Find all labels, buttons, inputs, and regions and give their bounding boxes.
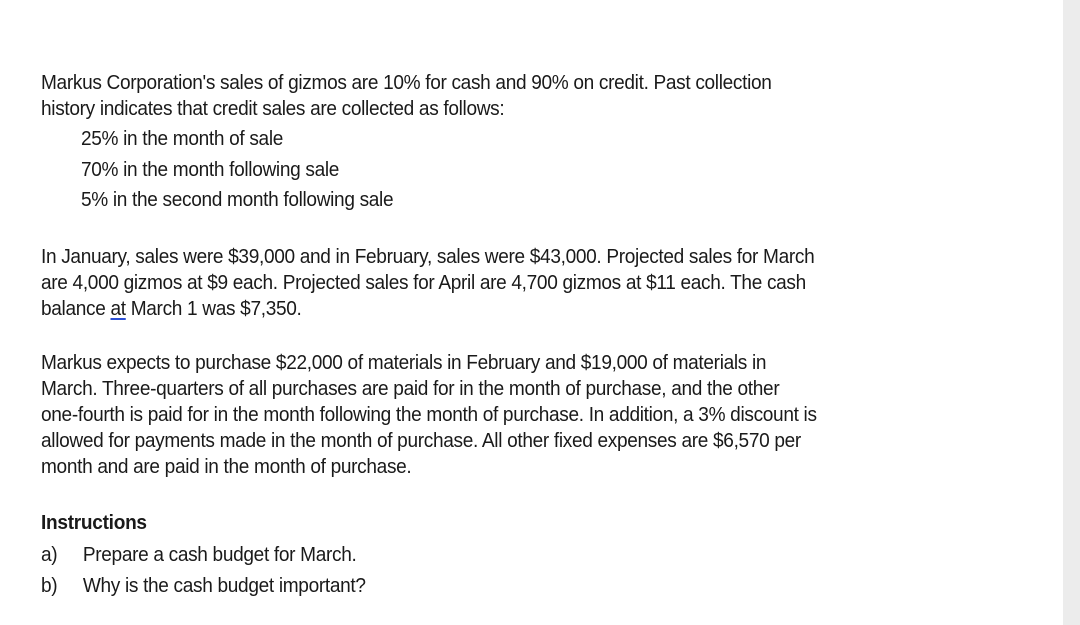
instructions-section: [41, 510, 1001, 601]
sales-line: [41, 296, 999, 322]
list-marker: b): [41, 573, 58, 597]
collection-paragraph: [41, 70, 1001, 216]
purchases-line: month and are paid in the month of purchase.: [41, 454, 412, 478]
instructions-list: [41, 539, 934, 601]
purchases-line: March. Three-quarters of all purchases are paid for in the month of purchase, and the other: [41, 376, 780, 400]
scrollbar-track[interactable]: [1063, 0, 1080, 625]
sales-line-text: balance: [41, 296, 111, 320]
purchases-line: Markus expects to purchase $22,000 of materials in February and $19,000 of materials in: [41, 350, 767, 374]
purchases-line: one-fourth is paid for in the month following the month of purchase. In addition, a 3% discount is: [41, 402, 817, 426]
purchases-line: allowed for payments made in the month of purchase. All other fixed expenses are $6,570 per: [41, 428, 801, 452]
sales-line: In January, sales were $39,000 and in February, sales were $43,000. Projected sales for March: [41, 244, 815, 268]
collection-schedule-list: [41, 124, 934, 216]
purchases-paragraph: [41, 350, 1001, 480]
instruction-text: Why is the cash budget important?: [82, 573, 366, 597]
list-item: 25% in the month of sale: [80, 127, 284, 150]
problem-text: [41, 70, 1001, 601]
instruction-text: Prepare a cash budget for March.: [82, 542, 357, 566]
underlined-word-link[interactable]: at: [110, 296, 126, 320]
list-item: [41, 570, 934, 601]
sales-paragraph: [41, 244, 1001, 322]
intro-line: history indicates that credit sales are collected as follows:: [41, 97, 505, 120]
list-marker: a): [41, 542, 58, 566]
intro-line: Markus Corporation's sales of gizmos are 10% for cash and 90% on credit. Past collection: [41, 71, 772, 94]
list-item: [41, 539, 934, 570]
sales-line-text: March 1 was $7,350.: [125, 296, 302, 320]
list-item: 5% in the second month following sale: [80, 188, 394, 211]
list-item: 70% in the month following sale: [80, 157, 340, 181]
instructions-heading: Instructions: [41, 510, 147, 534]
sales-line: are 4,000 gizmos at $9 each. Projected sales for April are 4,700 gizmos at $11 each. The cash: [41, 270, 806, 294]
